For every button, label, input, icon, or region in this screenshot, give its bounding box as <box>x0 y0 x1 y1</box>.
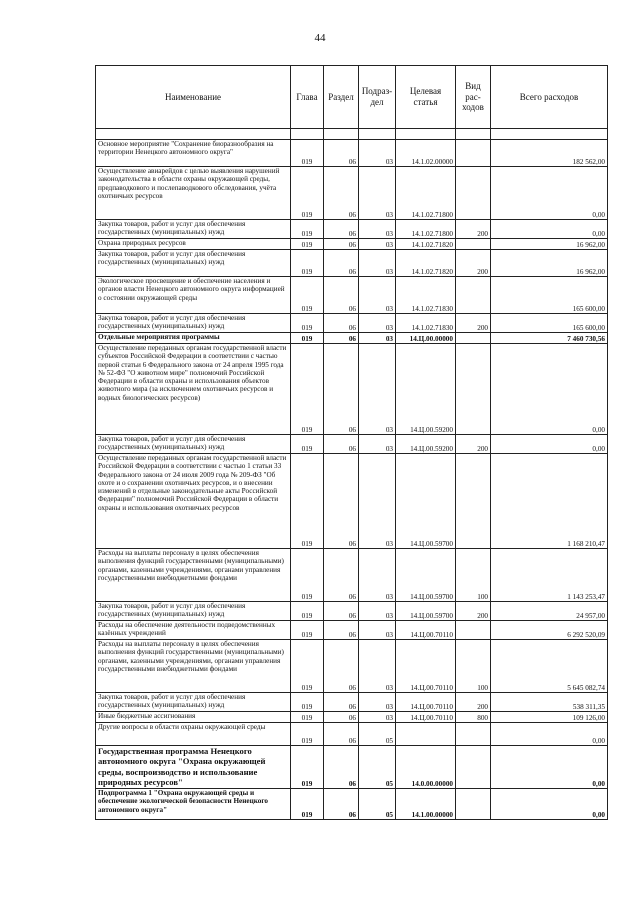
row-podrazdel: 05 <box>359 723 396 746</box>
row-podrazdel: 03 <box>359 314 396 333</box>
row-expense-type <box>456 333 491 344</box>
page-number: 44 <box>314 32 326 44</box>
row-target-article: 14.1.02.71820 <box>396 239 456 250</box>
header-podrazdel: Подраз- дел <box>359 66 396 129</box>
row-razdel: 06 <box>324 344 359 435</box>
row-expense-type <box>456 789 491 820</box>
header-total: Всего расходов <box>491 66 608 129</box>
table-row <box>96 140 608 167</box>
row-name: Закупка товаров, работ и услуг для обеспечения государственных (муниципальных) нужд <box>96 220 291 239</box>
row-target-article: 14.1.02.71800 <box>396 220 456 239</box>
row-razdel: 06 <box>324 277 359 314</box>
row-podrazdel: 03 <box>359 602 396 621</box>
table-row <box>96 723 608 746</box>
row-glava: 019 <box>291 140 324 167</box>
row-total: 0,00 <box>491 344 608 435</box>
row-total: 0,00 <box>491 723 608 746</box>
row-target-article: 14.0.00.00000 <box>396 746 456 789</box>
row-razdel: 06 <box>324 693 359 712</box>
row-podrazdel: 03 <box>359 344 396 435</box>
row-expense-type: 100 <box>456 640 491 693</box>
row-total: 0,00 <box>491 789 608 820</box>
row-glava: 019 <box>291 220 324 239</box>
row-target-article: 14.Ц.00.59700 <box>396 602 456 621</box>
row-podrazdel <box>359 129 396 140</box>
row-name: Расходы на выплаты персоналу в целях обеспечения выполнения функций государственными (муниципальными) органами, казенными учреждениями, органами управления государственными внебюджетными фондами <box>96 640 291 693</box>
row-name: Основное мероприятие "Сохранение биоразнообразия на территории Ненецкого автономного округа" <box>96 140 291 167</box>
row-name: Расходы на выплаты персоналу в целях обеспечения выполнения функций государственными (муниципальными) органами, казенными учреждениями, органами управления государственными внебюджетными фондами <box>96 549 291 602</box>
row-expense-type <box>456 129 491 140</box>
row-target-article <box>396 129 456 140</box>
row-glava: 019 <box>291 723 324 746</box>
row-razdel: 06 <box>324 167 359 220</box>
row-target-article: 14.Ц.00.00000 <box>396 333 456 344</box>
row-razdel: 06 <box>324 723 359 746</box>
row-total: 109 126,00 <box>491 712 608 723</box>
row-podrazdel: 03 <box>359 454 396 549</box>
row-glava: 019 <box>291 314 324 333</box>
row-glava: 019 <box>291 454 324 549</box>
table-row <box>96 693 608 712</box>
row-glava: 019 <box>291 640 324 693</box>
row-name: Осуществление авиарейдов с целью выявления нарушений законодательства в области охраны окружающей среды, предпаводкового и послепаводкового обследования, учёта охотничьих ресурсов <box>96 167 291 220</box>
table-row <box>96 435 608 454</box>
row-glava: 019 <box>291 621 324 640</box>
row-name: Осуществление переданных органам государственной власти субъектов Российской Федерации в соответствии с частью первой статьи 6 Федерального закона от 24 апреля 1995 года № 52-ФЗ "О животном мире" полномочий Российской Федерации в области охраны и использования объектов животного мира (за исключением охотничьих ресурсов и водных биологических ресурсов) <box>96 344 291 435</box>
row-total: 16 962,00 <box>491 250 608 277</box>
row-total: 182 562,00 <box>491 140 608 167</box>
row-name: Охрана природных ресурсов <box>96 239 291 250</box>
row-name: Подпрограмма 1 "Охрана окружающей среды и обеспечение экологической безопасности Ненецкого автономного округа" <box>96 789 291 820</box>
row-name: Закупка товаров, работ и услуг для обеспечения государственных (муниципальных) нужд <box>96 435 291 454</box>
table-row <box>96 314 608 333</box>
row-total: 0,00 <box>491 220 608 239</box>
row-name: Закупка товаров, работ и услуг для обеспечения государственных (муниципальных) нужд <box>96 314 291 333</box>
row-expense-type: 100 <box>456 549 491 602</box>
table-row <box>96 602 608 621</box>
row-podrazdel: 03 <box>359 250 396 277</box>
table-row <box>96 746 608 789</box>
row-glava <box>291 129 324 140</box>
row-target-article: 14.Ц.00.70110 <box>396 640 456 693</box>
row-name: Осуществление переданных органам государственной власти Российской Федерации в соответствии с частью 1 статьи 33 Федерального закона от 24 июля 2009 года № 209-ФЗ "Об охоте и о сохранении охотничьих ресурсов, и о внесении изменений в отдельные законодательные акты Российской Федерации" полномочий Российской Федерации в области охраны и использования охотничьих ресурсов <box>96 454 291 549</box>
row-podrazdel: 03 <box>359 712 396 723</box>
row-expense-type <box>456 723 491 746</box>
row-glava: 019 <box>291 344 324 435</box>
row-total: 165 600,00 <box>491 277 608 314</box>
row-total: 5 645 082,74 <box>491 640 608 693</box>
row-podrazdel: 03 <box>359 621 396 640</box>
row-target-article <box>396 723 456 746</box>
row-razdel: 06 <box>324 333 359 344</box>
row-total: 24 957,00 <box>491 602 608 621</box>
row-total: 1 168 210,47 <box>491 454 608 549</box>
row-razdel: 06 <box>324 549 359 602</box>
row-target-article: 14.1.02.71820 <box>396 250 456 277</box>
table-row <box>96 712 608 723</box>
row-expense-type <box>456 454 491 549</box>
row-target-article: 14.1.02.00000 <box>396 140 456 167</box>
row-expense-type: 200 <box>456 602 491 621</box>
row-expense-type <box>456 746 491 789</box>
row-name: Экологическое просвещение и обеспечение населения и органов власти Ненецкого автономного округа информацией о состоянии окружающей среды <box>96 277 291 314</box>
table-row <box>96 220 608 239</box>
row-razdel: 06 <box>324 239 359 250</box>
row-razdel: 06 <box>324 314 359 333</box>
table-row <box>96 640 608 693</box>
row-razdel: 06 <box>324 602 359 621</box>
row-podrazdel: 03 <box>359 140 396 167</box>
table-row <box>96 789 608 820</box>
row-total: 165 600,00 <box>491 314 608 333</box>
header-name: Наименование <box>96 66 291 129</box>
row-name: Закупка товаров, работ и услуг для обеспечения государственных (муниципальных) нужд <box>96 250 291 277</box>
row-expense-type <box>456 621 491 640</box>
row-razdel: 06 <box>324 220 359 239</box>
row-total: 0,00 <box>491 435 608 454</box>
row-glava: 019 <box>291 435 324 454</box>
header-expense-type: Вид рас- ходов <box>456 66 491 129</box>
table-row <box>96 239 608 250</box>
row-glava: 019 <box>291 250 324 277</box>
row-razdel: 06 <box>324 746 359 789</box>
row-expense-type: 200 <box>456 314 491 333</box>
table-row <box>96 277 608 314</box>
row-glava: 019 <box>291 333 324 344</box>
row-podrazdel: 05 <box>359 746 396 789</box>
row-name: Расходы на обеспечение деятельности подведомственных казённых учреждений <box>96 621 291 640</box>
row-podrazdel: 03 <box>359 693 396 712</box>
row-total: 0,00 <box>491 167 608 220</box>
table-row <box>96 333 608 344</box>
row-total: 0,00 <box>491 746 608 789</box>
row-total: 6 292 520,09 <box>491 621 608 640</box>
header-glava: Глава <box>291 66 324 129</box>
row-total: 7 460 730,56 <box>491 333 608 344</box>
row-podrazdel: 03 <box>359 549 396 602</box>
row-target-article: 14.1.02.71800 <box>396 167 456 220</box>
header-target-article: Целевая статья <box>396 66 456 129</box>
table-row <box>96 129 608 140</box>
budget-table <box>95 65 608 820</box>
row-name: Государственная программа Ненецкого автономного округа "Охрана окружающей среды, воспроизводство и использование природных ресурсов" <box>96 746 291 789</box>
row-target-article: 14.Ц.00.59700 <box>396 549 456 602</box>
row-glava: 019 <box>291 712 324 723</box>
row-name: Другие вопросы в области охраны окружающей среды <box>96 723 291 746</box>
row-target-article: 14.1.00.00000 <box>396 789 456 820</box>
row-glava: 019 <box>291 167 324 220</box>
row-total: 1 143 253,47 <box>491 549 608 602</box>
row-expense-type: 800 <box>456 712 491 723</box>
row-target-article: 14.Ц.00.59200 <box>396 435 456 454</box>
row-expense-type <box>456 239 491 250</box>
row-razdel: 06 <box>324 640 359 693</box>
row-name <box>96 129 291 140</box>
row-podrazdel: 03 <box>359 277 396 314</box>
row-target-article: 14.Ц.00.59700 <box>396 454 456 549</box>
row-glava: 019 <box>291 746 324 789</box>
row-target-article: 14.1.02.71830 <box>396 277 456 314</box>
row-expense-type: 200 <box>456 435 491 454</box>
row-target-article: 14.Ц.00.59200 <box>396 344 456 435</box>
row-podrazdel: 03 <box>359 435 396 454</box>
row-razdel <box>324 129 359 140</box>
row-name: Иные бюджетные ассигнования <box>96 712 291 723</box>
row-glava: 019 <box>291 693 324 712</box>
row-expense-type: 200 <box>456 220 491 239</box>
row-expense-type: 200 <box>456 693 491 712</box>
table-row <box>96 549 608 602</box>
row-glava: 019 <box>291 549 324 602</box>
row-podrazdel: 03 <box>359 333 396 344</box>
row-glava: 019 <box>291 602 324 621</box>
table-row <box>96 621 608 640</box>
row-expense-type <box>456 140 491 167</box>
table-row <box>96 344 608 435</box>
row-podrazdel: 03 <box>359 640 396 693</box>
row-expense-type <box>456 277 491 314</box>
row-glava: 019 <box>291 239 324 250</box>
row-razdel: 06 <box>324 140 359 167</box>
row-target-article: 14.Ц.00.70110 <box>396 621 456 640</box>
row-target-article: 14.Ц.00.70110 <box>396 693 456 712</box>
row-name: Закупка товаров, работ и услуг для обеспечения государственных (муниципальных) нужд <box>96 693 291 712</box>
table-row <box>96 250 608 277</box>
row-total <box>491 129 608 140</box>
row-name: Отдельные мероприятия программы <box>96 333 291 344</box>
row-target-article: 14.1.02.71830 <box>396 314 456 333</box>
row-expense-type: 200 <box>456 250 491 277</box>
row-glava: 019 <box>291 277 324 314</box>
table-row <box>96 454 608 549</box>
table-header-row <box>96 66 608 129</box>
row-expense-type <box>456 167 491 220</box>
row-razdel: 06 <box>324 621 359 640</box>
row-glava: 019 <box>291 789 324 820</box>
row-razdel: 06 <box>324 454 359 549</box>
row-name: Закупка товаров, работ и услуг для обеспечения государственных (муниципальных) нужд <box>96 602 291 621</box>
table-row <box>96 167 608 220</box>
row-podrazdel: 03 <box>359 220 396 239</box>
row-podrazdel: 03 <box>359 239 396 250</box>
row-total: 538 311,35 <box>491 693 608 712</box>
row-razdel: 06 <box>324 789 359 820</box>
row-razdel: 06 <box>324 250 359 277</box>
header-razdel: Раздел <box>324 66 359 129</box>
row-razdel: 06 <box>324 712 359 723</box>
row-target-article: 14.Ц.00.70110 <box>396 712 456 723</box>
row-expense-type <box>456 344 491 435</box>
row-podrazdel: 03 <box>359 167 396 220</box>
row-razdel: 06 <box>324 435 359 454</box>
row-podrazdel: 05 <box>359 789 396 820</box>
row-total: 16 962,00 <box>491 239 608 250</box>
